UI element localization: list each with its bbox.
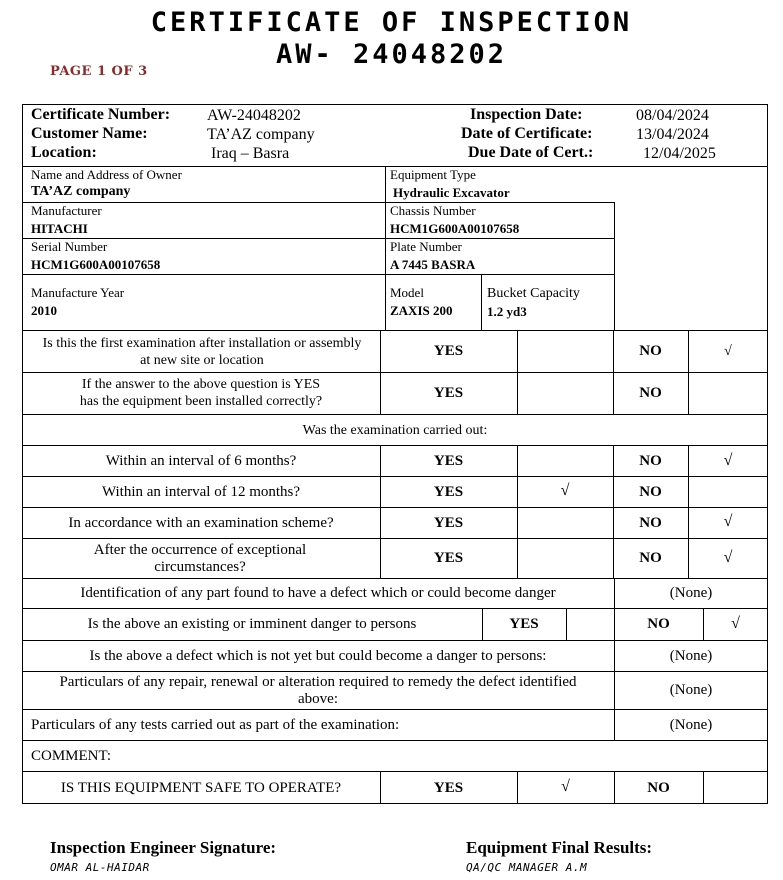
check-mark: √	[724, 343, 732, 359]
row-divider	[22, 202, 614, 203]
date-of-certificate-value: 13/04/2024	[636, 126, 709, 143]
due-date-label: Due Date of Cert.:	[468, 144, 594, 161]
question-safe-to-operate: IS THIS EQUIPMENT SAFE TO OPERATE?	[60, 779, 342, 796]
yes-label: YES	[433, 385, 464, 401]
none-value: (None)	[669, 647, 713, 664]
question-installed-correctly-line1: If the answer to the above question is YES	[81, 377, 321, 392]
none-value: (None)	[669, 716, 713, 733]
location-value: Iraq – Basra	[211, 145, 290, 162]
yes-label: YES	[433, 514, 464, 531]
row-divider	[22, 274, 614, 275]
none-value: (None)	[669, 585, 713, 601]
check-mark: √	[723, 452, 733, 469]
yes-label: YES	[433, 483, 464, 500]
certificate-number-value: AW-24048202	[207, 107, 301, 124]
question-repair-particulars: Particulars of any repair, renewal or alteration required to remedy the defect identified above:	[59, 673, 577, 707]
inspection-date-label: Inspection Date:	[470, 106, 583, 123]
question-imminent-danger: Is the above an existing or imminent danger to persons	[87, 616, 417, 632]
manufacture-year-label: Manufacture Year	[31, 285, 125, 300]
bucket-capacity-value: 1.2 yd3	[487, 304, 527, 319]
question-exceptional-circumstances: After the occurrence of exceptional circumstances?	[93, 541, 307, 575]
chassis-number-value: HCM1G600A00107658	[390, 221, 520, 236]
question-potential-danger: Is the above a defect which is not yet but could become a danger to persons:	[89, 647, 547, 664]
manufacture-year-value: 2010	[31, 303, 57, 318]
no-label: NO	[639, 385, 662, 401]
check-mark: √	[723, 513, 733, 530]
question-test-particulars: Particulars of any tests carried out as part of the examination:	[31, 717, 400, 733]
equipment-type-value: Hydraulic Excavator	[393, 185, 510, 200]
plate-number-label: Plate Number	[390, 239, 462, 254]
yes-label: YES	[433, 779, 464, 796]
no-label: NO	[639, 514, 662, 531]
row-divider	[22, 238, 614, 239]
none-value: (None)	[669, 682, 713, 698]
column-divider	[517, 330, 518, 414]
model-value: ZAXIS 200	[390, 303, 453, 318]
date-of-certificate-label: Date of Certificate:	[461, 125, 593, 142]
section-examination-carried-out: Was the examination carried out:	[302, 422, 488, 438]
final-results-label: Equipment Final Results:	[466, 838, 653, 857]
engineer-signature-label: Inspection Engineer Signature:	[50, 838, 277, 857]
no-label: NO	[647, 616, 670, 632]
question-6-month-interval: Within an interval of 6 months?	[105, 452, 297, 469]
model-label: Model	[390, 285, 424, 300]
comment-label: COMMENT:	[31, 748, 112, 764]
column-divider	[481, 274, 482, 330]
yes-label: YES	[433, 550, 464, 566]
owner-value: TA’AZ company	[31, 184, 131, 199]
owner-label: Name and Address of Owner	[31, 167, 182, 182]
manufacturer-value: HITACHI	[31, 221, 88, 236]
serial-number-value: HCM1G600A00107658	[31, 257, 161, 272]
equipment-type-label: Equipment Type	[390, 167, 476, 182]
due-date-value: 12/04/2025	[643, 145, 716, 162]
no-label: NO	[639, 343, 662, 359]
certificate-title: CERTIFICATE OF INSPECTION	[150, 7, 633, 38]
check-mark: √	[561, 778, 570, 795]
check-mark: √	[723, 548, 733, 566]
column-divider	[703, 771, 704, 804]
question-installed-correctly-line2: has the equipment been installed correctly?	[79, 394, 323, 409]
row-divider	[22, 740, 768, 741]
no-label: NO	[647, 779, 670, 796]
engineer-name: OMAR AL-HAIDAR	[50, 861, 150, 874]
qa-manager-name: QA/QC MANAGER A.M	[466, 861, 588, 874]
plate-number-value: A 7445 BASRA	[390, 257, 476, 272]
yes-label: YES	[433, 452, 464, 469]
certificate-id-title: AW- 24048202	[275, 39, 508, 70]
column-divider	[517, 445, 518, 578]
no-label: NO	[639, 550, 662, 566]
no-label: NO	[639, 483, 662, 500]
check-mark: √	[731, 614, 740, 632]
yes-label: YES	[433, 343, 464, 359]
column-divider	[614, 202, 615, 330]
question-examination-scheme: In accordance with an examination scheme?	[68, 514, 334, 531]
certificate-number-label: Certificate Number:	[31, 106, 171, 123]
question-12-month-interval: Within an interval of 12 months?	[101, 483, 301, 500]
inspection-date-value: 08/04/2024	[636, 107, 709, 124]
page-indicator: PAGE 1 OF 3	[50, 64, 148, 79]
yes-label: YES	[509, 616, 539, 632]
question-first-examination: Is this the first examination after installation or assembly at new site or location	[42, 335, 362, 368]
serial-number-label: Serial Number	[31, 239, 108, 254]
bucket-capacity-label: Bucket Capacity	[487, 286, 580, 301]
column-divider	[566, 608, 567, 640]
customer-name-label: Customer Name:	[31, 125, 148, 142]
no-label: NO	[639, 452, 662, 469]
question-defect-identification: Identification of any part found to have a defect which or could become danger	[80, 585, 556, 601]
manufacturer-label: Manufacturer	[31, 203, 102, 218]
check-mark: √	[560, 482, 570, 499]
location-label: Location:	[31, 144, 97, 161]
column-divider	[385, 166, 386, 330]
customer-name-value: TA’AZ company	[207, 126, 315, 143]
chassis-number-label: Chassis Number	[390, 203, 476, 218]
